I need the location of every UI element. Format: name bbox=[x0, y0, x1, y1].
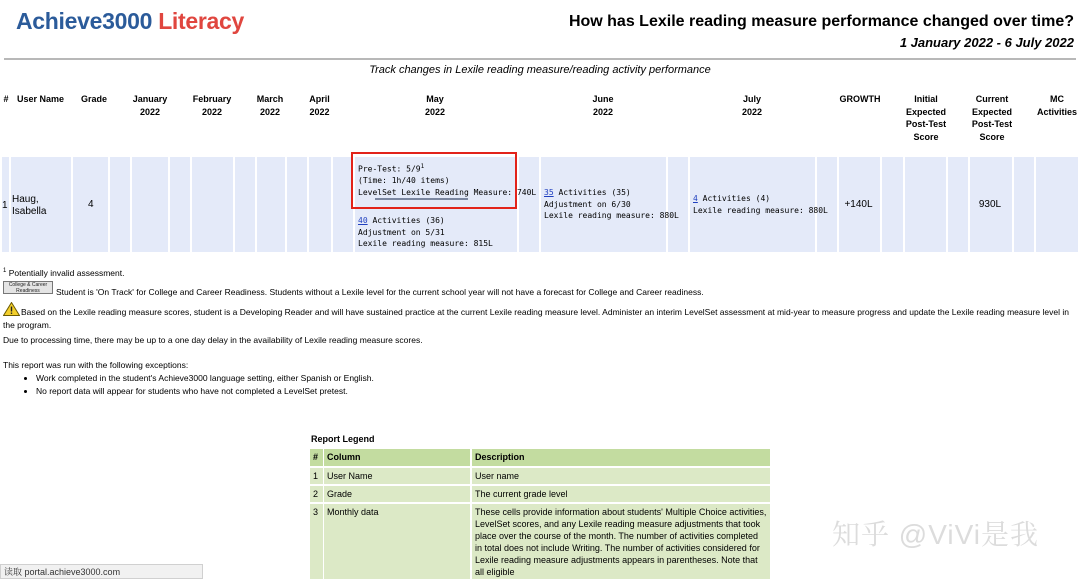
legend-row-num: 1 bbox=[310, 468, 323, 484]
legend-row-num: 3 bbox=[310, 504, 323, 579]
list-item: • No report data will appear for students who have not completed a LevelSet pretest. bbox=[36, 385, 374, 398]
col-mc-activities-header: MC Activities bbox=[1036, 94, 1078, 117]
col-current-expected-header: Current Expected Post-Test Score bbox=[971, 94, 1013, 142]
legend-row-description: The current grade level bbox=[472, 486, 770, 502]
legend-row-num: 2 bbox=[310, 486, 323, 502]
col-june-header: June 2022 bbox=[592, 94, 614, 117]
header-divider bbox=[4, 58, 1076, 60]
col-grade-header: Grade bbox=[80, 94, 107, 104]
june-activities-link[interactable]: 35 bbox=[544, 188, 554, 197]
exceptions-intro: This report was run with the following exceptions: bbox=[3, 360, 189, 370]
col-january-header: January 2022 bbox=[132, 94, 168, 117]
col-may-header: May 2022 bbox=[424, 94, 446, 117]
legend-row-column: Monthly data bbox=[324, 504, 470, 579]
legend-row-column: User Name bbox=[324, 468, 470, 484]
browser-status-bar: 读取 portal.achieve3000.com bbox=[0, 564, 203, 579]
current-expected-score: 930L bbox=[978, 199, 1002, 210]
student-grade: 4 bbox=[88, 199, 94, 210]
growth-value: +140L bbox=[844, 199, 873, 210]
col-march-header: March 2022 bbox=[256, 94, 284, 117]
col-initial-expected-header: Initial Expected Post-Test Score bbox=[905, 94, 947, 142]
list-item: • Work completed in the student's Achieve3000 language setting, either Spanish or English. bbox=[36, 372, 374, 385]
july-activities-link[interactable]: 4 bbox=[693, 194, 698, 203]
developing-reader-note: Based on the Lexile reading measure scores, student is a Developing Reader and will have sustained practice at the current Lexile reading measure level. Administer an interim LevelSet assessment at mid-year to measure progress and update the Lexile reading measure level in the program. bbox=[3, 307, 1069, 330]
date-range: 1 January 2022 - 6 July 2022 bbox=[899, 35, 1074, 50]
legend-row-description: User name bbox=[472, 468, 770, 484]
footnote: $^1$ Potentially invalid assessment. bbox=[3, 267, 125, 278]
may-activities-info: 40 Activities (36) Adjustment on 5/31 Lexile reading measure: 815L bbox=[358, 216, 493, 248]
achieve3000-logo: Achieve3000 Literacy bbox=[16, 8, 245, 34]
report-subtitle: Track changes in Lexile reading measure/reading activity performance bbox=[369, 64, 711, 76]
page-title: How has Lexile reading measure performance changed over time? bbox=[568, 13, 1074, 30]
exceptions-list bbox=[0, 372, 374, 398]
col-growth-header: GROWTH bbox=[839, 94, 881, 104]
col-username-header: User Name bbox=[16, 94, 65, 104]
col-february-header: February 2022 bbox=[192, 94, 232, 117]
legend-header-column: Column bbox=[324, 449, 470, 466]
june-activities-info: 35 Activities (35) Adjustment on 6/30 Lexile reading measure: 880L bbox=[544, 188, 679, 220]
col-num-header: # bbox=[3, 94, 9, 104]
student-name: Haug, Isabella bbox=[12, 194, 47, 217]
row-number: 1 bbox=[2, 200, 8, 211]
col-july-header: July 2022 bbox=[741, 94, 763, 117]
legend-header-num: # bbox=[310, 449, 323, 466]
may-activities-link[interactable]: 40 bbox=[358, 216, 368, 225]
legend-row-column: Grade bbox=[324, 486, 470, 502]
legend-row-description: These cells provide information about students' Multiple Choice activities, LevelSet scores, and any Lexile reading measure adjustments that took place over the course of the month. The number of activities completed in total does not include Writing. The number of activities considered for Lexile reading measure adjustments appears in parentheses. Note that all eligible bbox=[472, 504, 770, 579]
may-pretest-info: Pre-Test: $5/9^1$ (Time: 1h/40 items) LevelSet Lexile Reading Measure: 740L bbox=[358, 163, 537, 197]
readiness-note: Student is 'On Track' for College and Career Readiness. Students without a Lexile level for the current school year will not have a forecast for College and Career readiness. bbox=[56, 287, 704, 297]
college-career-readiness-icon: College & Career Readiness bbox=[3, 281, 53, 294]
highlight-box bbox=[351, 152, 517, 209]
processing-delay-note: Due to processing time, there may be up to a one day delay in the availability of Lexile reading measure scores. bbox=[3, 335, 423, 345]
watermark: 知乎 @ViVi是我 bbox=[832, 519, 1039, 550]
col-april-header: April 2022 bbox=[309, 94, 330, 117]
legend-header-description: Description bbox=[472, 449, 770, 466]
july-activities-info: 4 Activities (4) Lexile reading measure: 880L bbox=[693, 194, 828, 215]
legend-title: Report Legend bbox=[311, 434, 375, 444]
